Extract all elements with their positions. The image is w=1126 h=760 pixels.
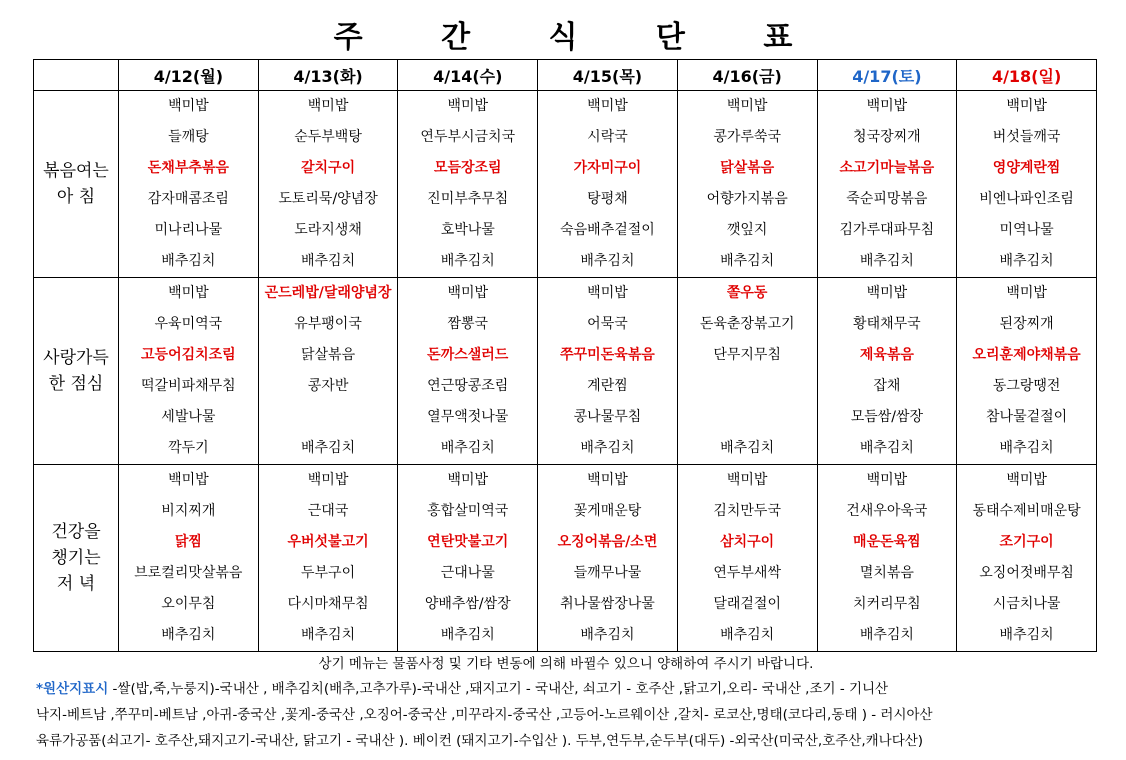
main-dish: 연탄맛불고기 bbox=[427, 534, 509, 550]
dish-item: 멸치볶음 bbox=[859, 565, 914, 581]
breakfast-day-2 bbox=[258, 91, 398, 278]
dinner-day-2 bbox=[258, 465, 398, 652]
main-dish: 곤드레밥/달래양념장 bbox=[264, 285, 392, 301]
breakfast-day-4 bbox=[538, 91, 678, 278]
dish-item: 콩자반 bbox=[307, 378, 349, 394]
dinner-row bbox=[34, 465, 1097, 652]
dish-item: 달래겉절이 bbox=[713, 596, 781, 612]
dish-item: 된장찌개 bbox=[999, 316, 1054, 332]
dish-item bbox=[678, 371, 817, 402]
lunch-label bbox=[34, 278, 119, 465]
dish-item: 계란찜 bbox=[587, 378, 628, 394]
dish-item: 미역나물 bbox=[999, 222, 1054, 238]
dish-item: 배추김치 bbox=[161, 627, 216, 643]
dish-item: 백미밥 bbox=[1006, 98, 1047, 114]
dish-item: 배추김치 bbox=[999, 627, 1054, 643]
main-dish: 조기구이 bbox=[999, 534, 1054, 550]
dish-item: 백미밥 bbox=[866, 472, 908, 488]
meal-label-line: 볶음여는 bbox=[43, 161, 109, 181]
dish-item: 도라지생채 bbox=[294, 222, 362, 238]
notes bbox=[36, 652, 1096, 754]
dish-item: 오징어젓배무침 bbox=[979, 565, 1074, 581]
dish-item: 단무지무침 bbox=[713, 347, 781, 363]
meal-label-line: 사랑가득 bbox=[43, 348, 109, 368]
dish-item: 백미밥 bbox=[587, 98, 628, 114]
dish-item: 백미밥 bbox=[307, 472, 349, 488]
dish-item: 양배추쌈/쌈장 bbox=[424, 596, 511, 612]
dish-item: 백미밥 bbox=[866, 285, 908, 301]
dish-item: 연근땅콩조림 bbox=[427, 378, 509, 394]
dish-item: 감자매콤조림 bbox=[147, 191, 229, 207]
dish-item: 배추김치 bbox=[440, 253, 495, 269]
breakfast-row bbox=[34, 91, 1097, 278]
breakfast-label bbox=[34, 91, 119, 278]
breakfast-day-5 bbox=[677, 91, 817, 278]
dish-item: 배추김치 bbox=[301, 253, 356, 269]
dish-item: 순두부백탕 bbox=[294, 129, 362, 145]
dish-item: 치커리무침 bbox=[853, 596, 921, 612]
meal-label-line: 챙기는 bbox=[51, 548, 101, 568]
origin-line-3: 육류가공품(쇠고기- 호주산,돼지고기-국내산, 닭고기 - 국내산 ). 베이컨 (돼지고기-수입산 ). 두부,연두부,순두부(대두) -외국산(미국산,호주산,캐나다산) bbox=[36, 733, 924, 749]
dish-item: 백미밥 bbox=[168, 472, 209, 488]
origin-text-1: -쌀(밥,죽,누룽지)-국내산 , 배추김치(배추,고추가루)-국내산 ,돼지고기 - 국내산, 쇠고기 - 호주산 ,닭고기,오리- 국내산 ,조기 - 기니산 bbox=[108, 681, 889, 697]
dish-item: 백미밥 bbox=[1006, 285, 1047, 301]
dish-item: 브로컬리맛살볶음 bbox=[134, 565, 243, 581]
dish-item: 백미밥 bbox=[1006, 472, 1047, 488]
dish-item: 잡채 bbox=[873, 378, 901, 394]
dish-item: 들깨탕 bbox=[168, 129, 209, 145]
dish-item: 백미밥 bbox=[447, 472, 489, 488]
main-dish: 고등어김치조림 bbox=[141, 347, 236, 363]
main-dish: 제육볶음 bbox=[859, 347, 914, 363]
lunch-day-4 bbox=[538, 278, 678, 465]
dish-item: 열무액젓나물 bbox=[427, 409, 509, 425]
main-dish: 영양계란찜 bbox=[992, 160, 1061, 176]
dish-item: 배추김치 bbox=[580, 253, 635, 269]
main-dish: 오징어볶음/소면 bbox=[557, 534, 658, 550]
dish-item: 들깨무나물 bbox=[573, 565, 642, 581]
dish-item: 돈육춘장볶고기 bbox=[699, 316, 795, 332]
dinner-day-3 bbox=[398, 465, 538, 652]
dish-item: 닭살볶음 bbox=[301, 347, 356, 363]
dish-item: 백미밥 bbox=[587, 472, 628, 488]
dish-item: 배추김치 bbox=[720, 253, 775, 269]
breakfast-day-1 bbox=[119, 91, 259, 278]
dish-item: 홍합살미역국 bbox=[427, 503, 509, 519]
dish-item: 근대국 bbox=[307, 503, 349, 519]
dish-item: 배추김치 bbox=[859, 627, 914, 643]
lunch-day-5 bbox=[677, 278, 817, 465]
meal-label-line: 건강을 bbox=[51, 522, 101, 542]
menu-table bbox=[33, 59, 1097, 652]
dish-item: 백미밥 bbox=[307, 98, 349, 114]
main-dish: 닭찜 bbox=[174, 534, 202, 550]
meal-label-line: 아 침 bbox=[56, 187, 96, 207]
dish-item: 숙음배추겉절이 bbox=[560, 222, 655, 238]
main-dish: 우버섯불고기 bbox=[287, 534, 369, 550]
dish-item: 도토리묵/양념장 bbox=[278, 191, 378, 207]
dish-item: 연두부시금치국 bbox=[420, 129, 516, 145]
dish-item: 배추김치 bbox=[720, 440, 775, 456]
menu-body bbox=[34, 91, 1097, 652]
main-dish: 갈치구이 bbox=[301, 160, 356, 176]
dinner-day-7 bbox=[957, 465, 1097, 652]
dish-item: 탕평채 bbox=[587, 191, 628, 207]
dish-item: 오이무침 bbox=[161, 596, 216, 612]
dish-item: 김치만두국 bbox=[713, 503, 781, 519]
main-dish: 닭살볶음 bbox=[720, 160, 775, 176]
dish-item: 유부팽이국 bbox=[294, 316, 362, 332]
dish-item: 모듬쌈/쌈장 bbox=[850, 409, 924, 425]
page-title: 주 간 식 단 표 bbox=[333, 20, 827, 55]
dish-item bbox=[678, 402, 817, 433]
lunch-row bbox=[34, 278, 1097, 465]
dish-item: 다시마채무침 bbox=[287, 596, 369, 612]
dish-item: 배추김치 bbox=[580, 440, 635, 456]
dish-item: 백미밥 bbox=[587, 285, 628, 301]
dish-item: 황태채무국 bbox=[853, 316, 921, 332]
header-corner bbox=[34, 60, 119, 91]
lunch-day-7 bbox=[957, 278, 1097, 465]
dish-item: 짬뽕국 bbox=[447, 316, 489, 332]
date-header-4: 4/15(목) bbox=[538, 60, 678, 91]
dish-item: 동태수제비매운탕 bbox=[972, 503, 1081, 519]
breakfast-day-7 bbox=[957, 91, 1097, 278]
dish-item: 시락국 bbox=[587, 129, 628, 145]
dish-item: 배추김치 bbox=[720, 627, 775, 643]
dish-item: 배추김치 bbox=[859, 253, 914, 269]
dish-item: 떡갈비파채무침 bbox=[141, 378, 236, 394]
dish-item: 참나물겉절이 bbox=[986, 409, 1068, 425]
main-dish: 돈까스샐러드 bbox=[427, 347, 509, 363]
dish-item: 호박나물 bbox=[440, 222, 495, 238]
date-header-row bbox=[34, 60, 1097, 91]
dish-item: 배추김치 bbox=[999, 253, 1054, 269]
dish-item: 배추김치 bbox=[999, 440, 1054, 456]
breakfast-day-3 bbox=[398, 91, 538, 278]
date-header-6: 4/17(토) bbox=[817, 60, 957, 91]
dinner-day-4 bbox=[538, 465, 678, 652]
date-header-3: 4/14(수) bbox=[398, 60, 538, 91]
date-header-2: 4/13(화) bbox=[258, 60, 398, 91]
origin-line-1 bbox=[36, 676, 1096, 702]
main-dish: 가자미구이 bbox=[573, 160, 642, 176]
dish-item: 배추김치 bbox=[301, 627, 356, 643]
lunch-day-1 bbox=[119, 278, 259, 465]
dish-item: 배추김치 bbox=[440, 627, 495, 643]
dish-item: 근대나물 bbox=[440, 565, 495, 581]
dish-item bbox=[259, 402, 398, 433]
dish-item: 비지찌개 bbox=[161, 503, 216, 519]
dish-item: 시금치나물 bbox=[992, 596, 1061, 612]
dish-item: 죽순피망볶음 bbox=[846, 191, 928, 207]
origin-label: *원산지표시 bbox=[36, 681, 109, 697]
date-header-5: 4/16(금) bbox=[677, 60, 817, 91]
dish-item: 배추김치 bbox=[440, 440, 495, 456]
origin-line-2: 낙지-베트남 ,쭈꾸미-베트남 ,아귀-중국산 ,꽃게-중국산 ,오징어-중국산 ,미꾸라지-중국산 ,고등어-노르웨이산 ,갈치- 로코산,명태(코다리,동태 ) - 러시아산 bbox=[36, 707, 933, 723]
dinner-label bbox=[34, 465, 119, 652]
dish-item: 비엔나파인조림 bbox=[979, 191, 1074, 207]
dish-item: 백미밥 bbox=[168, 98, 209, 114]
main-dish: 매운돈육찜 bbox=[853, 534, 921, 550]
dish-item: 백미밥 bbox=[447, 285, 489, 301]
main-dish: 소고기마늘볶음 bbox=[839, 160, 935, 176]
dish-item: 배추김치 bbox=[161, 253, 216, 269]
dish-item: 배추김치 bbox=[859, 440, 914, 456]
main-dish: 쭈꾸미돈육볶음 bbox=[560, 347, 655, 363]
dish-item: 배추김치 bbox=[580, 627, 635, 643]
date-header-7: 4/18(일) bbox=[957, 60, 1097, 91]
dish-item: 백미밥 bbox=[726, 472, 768, 488]
dish-item: 김가루대파무침 bbox=[839, 222, 935, 238]
dish-item: 버섯들깨국 bbox=[992, 129, 1061, 145]
lunch-day-3 bbox=[398, 278, 538, 465]
breakfast-day-6 bbox=[817, 91, 957, 278]
dish-item: 백미밥 bbox=[726, 98, 768, 114]
dish-item: 어향가지볶음 bbox=[706, 191, 788, 207]
dish-item: 두부구이 bbox=[301, 565, 356, 581]
dinner-day-5 bbox=[677, 465, 817, 652]
dish-item: 연두부새싹 bbox=[713, 565, 781, 581]
dish-item: 어묵국 bbox=[587, 316, 628, 332]
main-dish: 오리훈제야채볶음 bbox=[972, 347, 1081, 363]
meal-label-line: 저 녁 bbox=[56, 574, 96, 594]
dish-item: 건새우아욱국 bbox=[846, 503, 928, 519]
main-dish: 쫄우동 bbox=[726, 285, 768, 301]
lunch-day-2 bbox=[258, 278, 398, 465]
dish-item: 진미부추무침 bbox=[427, 191, 509, 207]
dinner-day-1 bbox=[119, 465, 259, 652]
dinner-day-6 bbox=[817, 465, 957, 652]
date-header-1: 4/12(월) bbox=[119, 60, 259, 91]
dish-item: 취나물쌈장나물 bbox=[560, 596, 655, 612]
dish-item: 우육미역국 bbox=[154, 316, 223, 332]
dish-item: 백미밥 bbox=[447, 98, 489, 114]
dish-item: 청국장찌개 bbox=[853, 129, 921, 145]
dish-item: 백미밥 bbox=[168, 285, 209, 301]
dish-item: 깍두기 bbox=[168, 440, 209, 456]
notice-text: 상기 메뉴는 물품사정 및 기타 변동에 의해 바뀔수 있으니 양해하여 주시기 바랍니다. bbox=[318, 656, 814, 672]
dish-item: 동그랑땡전 bbox=[992, 378, 1061, 394]
main-dish: 돈채부추볶음 bbox=[147, 160, 229, 176]
dish-item: 콩나물무침 bbox=[573, 409, 642, 425]
dish-item: 꽃게매운탕 bbox=[573, 503, 642, 519]
dish-item: 깻잎지 bbox=[726, 222, 768, 238]
dish-item: 배추김치 bbox=[301, 440, 356, 456]
dish-item: 백미밥 bbox=[866, 98, 908, 114]
main-dish: 삼치구이 bbox=[720, 534, 775, 550]
dish-item: 미나리나물 bbox=[154, 222, 223, 238]
meal-label-line: 한 점심 bbox=[48, 374, 104, 394]
main-dish: 모듬장조림 bbox=[433, 160, 502, 176]
lunch-day-6 bbox=[817, 278, 957, 465]
dish-item: 콩가루쑥국 bbox=[713, 129, 781, 145]
dish-item: 세발나물 bbox=[161, 409, 216, 425]
